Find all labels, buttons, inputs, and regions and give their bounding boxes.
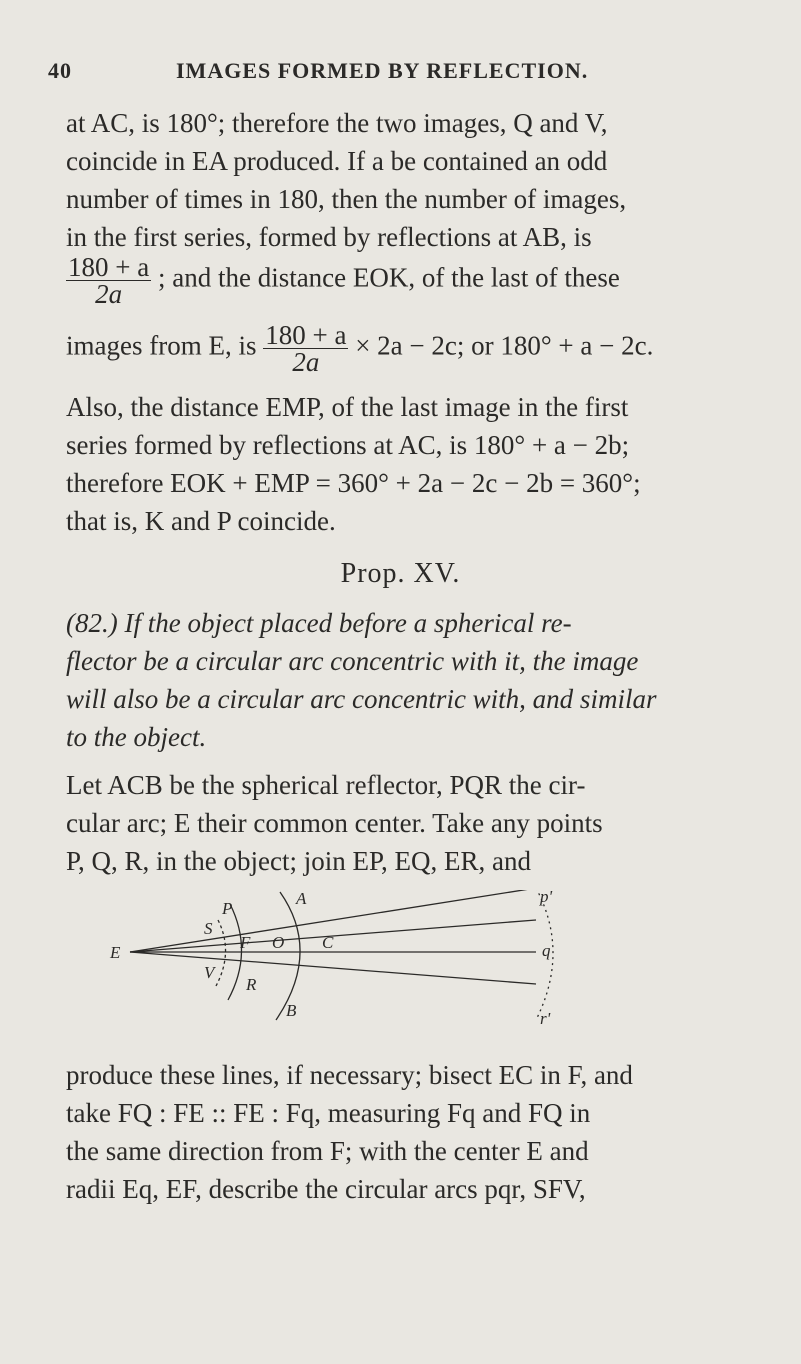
label-f: F: [240, 933, 251, 952]
para3-line1: Let ACB be the spherical reflector, PQR the cir-: [66, 770, 586, 800]
fraction-numerator: 180 + a: [265, 320, 347, 350]
para2-line2: flector be a circular arc concentric with it, the image: [66, 646, 639, 676]
para3-line2: cular arc; E their common center. Take any points: [66, 808, 603, 838]
para3-line3: P, Q, R, in the object; join EP, EQ, ER, and: [66, 846, 531, 876]
label-o: O: [272, 933, 285, 952]
label-s: S: [204, 919, 213, 938]
para1-line6-pre: images from E, is: [66, 330, 257, 361]
fraction-denominator: 2a: [95, 279, 123, 309]
label-r-prime: r': [540, 1009, 551, 1028]
label-a: A: [296, 890, 307, 908]
label-q: q: [542, 941, 551, 960]
para1-line1: at AC, is 180°; therefore the two images, Q and V,: [66, 108, 608, 138]
para4-line2: take FQ : FE :: FE : Fq, measuring Fq and FQ in: [66, 1098, 591, 1128]
fraction-numerator: 180 + a: [68, 252, 150, 282]
fraction: [263, 322, 348, 375]
para1-line5: [66, 254, 620, 307]
para1-line7: Also, the distance EMP, of the last image in the first: [66, 392, 629, 422]
para1-line9: therefore EOK + EMP = 360° + 2a − 2c − 2b = 360°;: [66, 468, 641, 498]
label-e: E: [110, 943, 121, 962]
para1-line8: series formed by reflections at AC, is 180° + a − 2b;: [66, 430, 630, 460]
label-b: B: [286, 1001, 297, 1020]
para1-line6: [66, 322, 653, 375]
geometric-figure: [100, 890, 660, 1030]
fraction: [66, 254, 151, 307]
label-p-prime: p': [540, 890, 553, 906]
fraction-denominator: 2a: [292, 347, 320, 377]
label-r: R: [246, 975, 257, 994]
para4-line4: radii Eq, EF, describe the circular arcs pqr, SFV,: [66, 1174, 586, 1204]
para1-line4: in the first series, formed by reflections at AB, is: [66, 222, 592, 252]
para1-line6-post: × 2a − 2c; or 180° + a − 2c.: [355, 330, 654, 361]
label-c: C: [322, 933, 334, 952]
running-header: [48, 58, 768, 98]
page-number: 40: [48, 58, 72, 83]
para4-line3: the same direction from F; with the center E and: [66, 1136, 589, 1166]
ray-er: [130, 952, 536, 984]
running-title: IMAGES FORMED BY REFLECTION.: [176, 58, 589, 83]
para1-line5-text: ; and the distance EOK, of the last of these: [157, 262, 620, 293]
para2-line4: to the object.: [66, 722, 207, 752]
para2-line1: (82.) If the object placed before a spherical re-: [66, 608, 572, 638]
para2-line3: will also be a circular arc concentric with, and similar: [66, 684, 657, 714]
para1-line2: coincide in EA produced. If a be contained an odd: [66, 146, 608, 176]
label-v: V: [204, 963, 215, 982]
label-p: P: [222, 899, 233, 918]
proposition-heading: Prop. XV.: [340, 558, 461, 589]
para1-line3: number of times in 180, then the number of images,: [66, 184, 627, 214]
arc-sfv: [216, 920, 226, 986]
para1-line10: that is, K and P coincide.: [66, 506, 336, 536]
para4-line1: produce these lines, if necessary; bisect EC in F, and: [66, 1060, 633, 1090]
